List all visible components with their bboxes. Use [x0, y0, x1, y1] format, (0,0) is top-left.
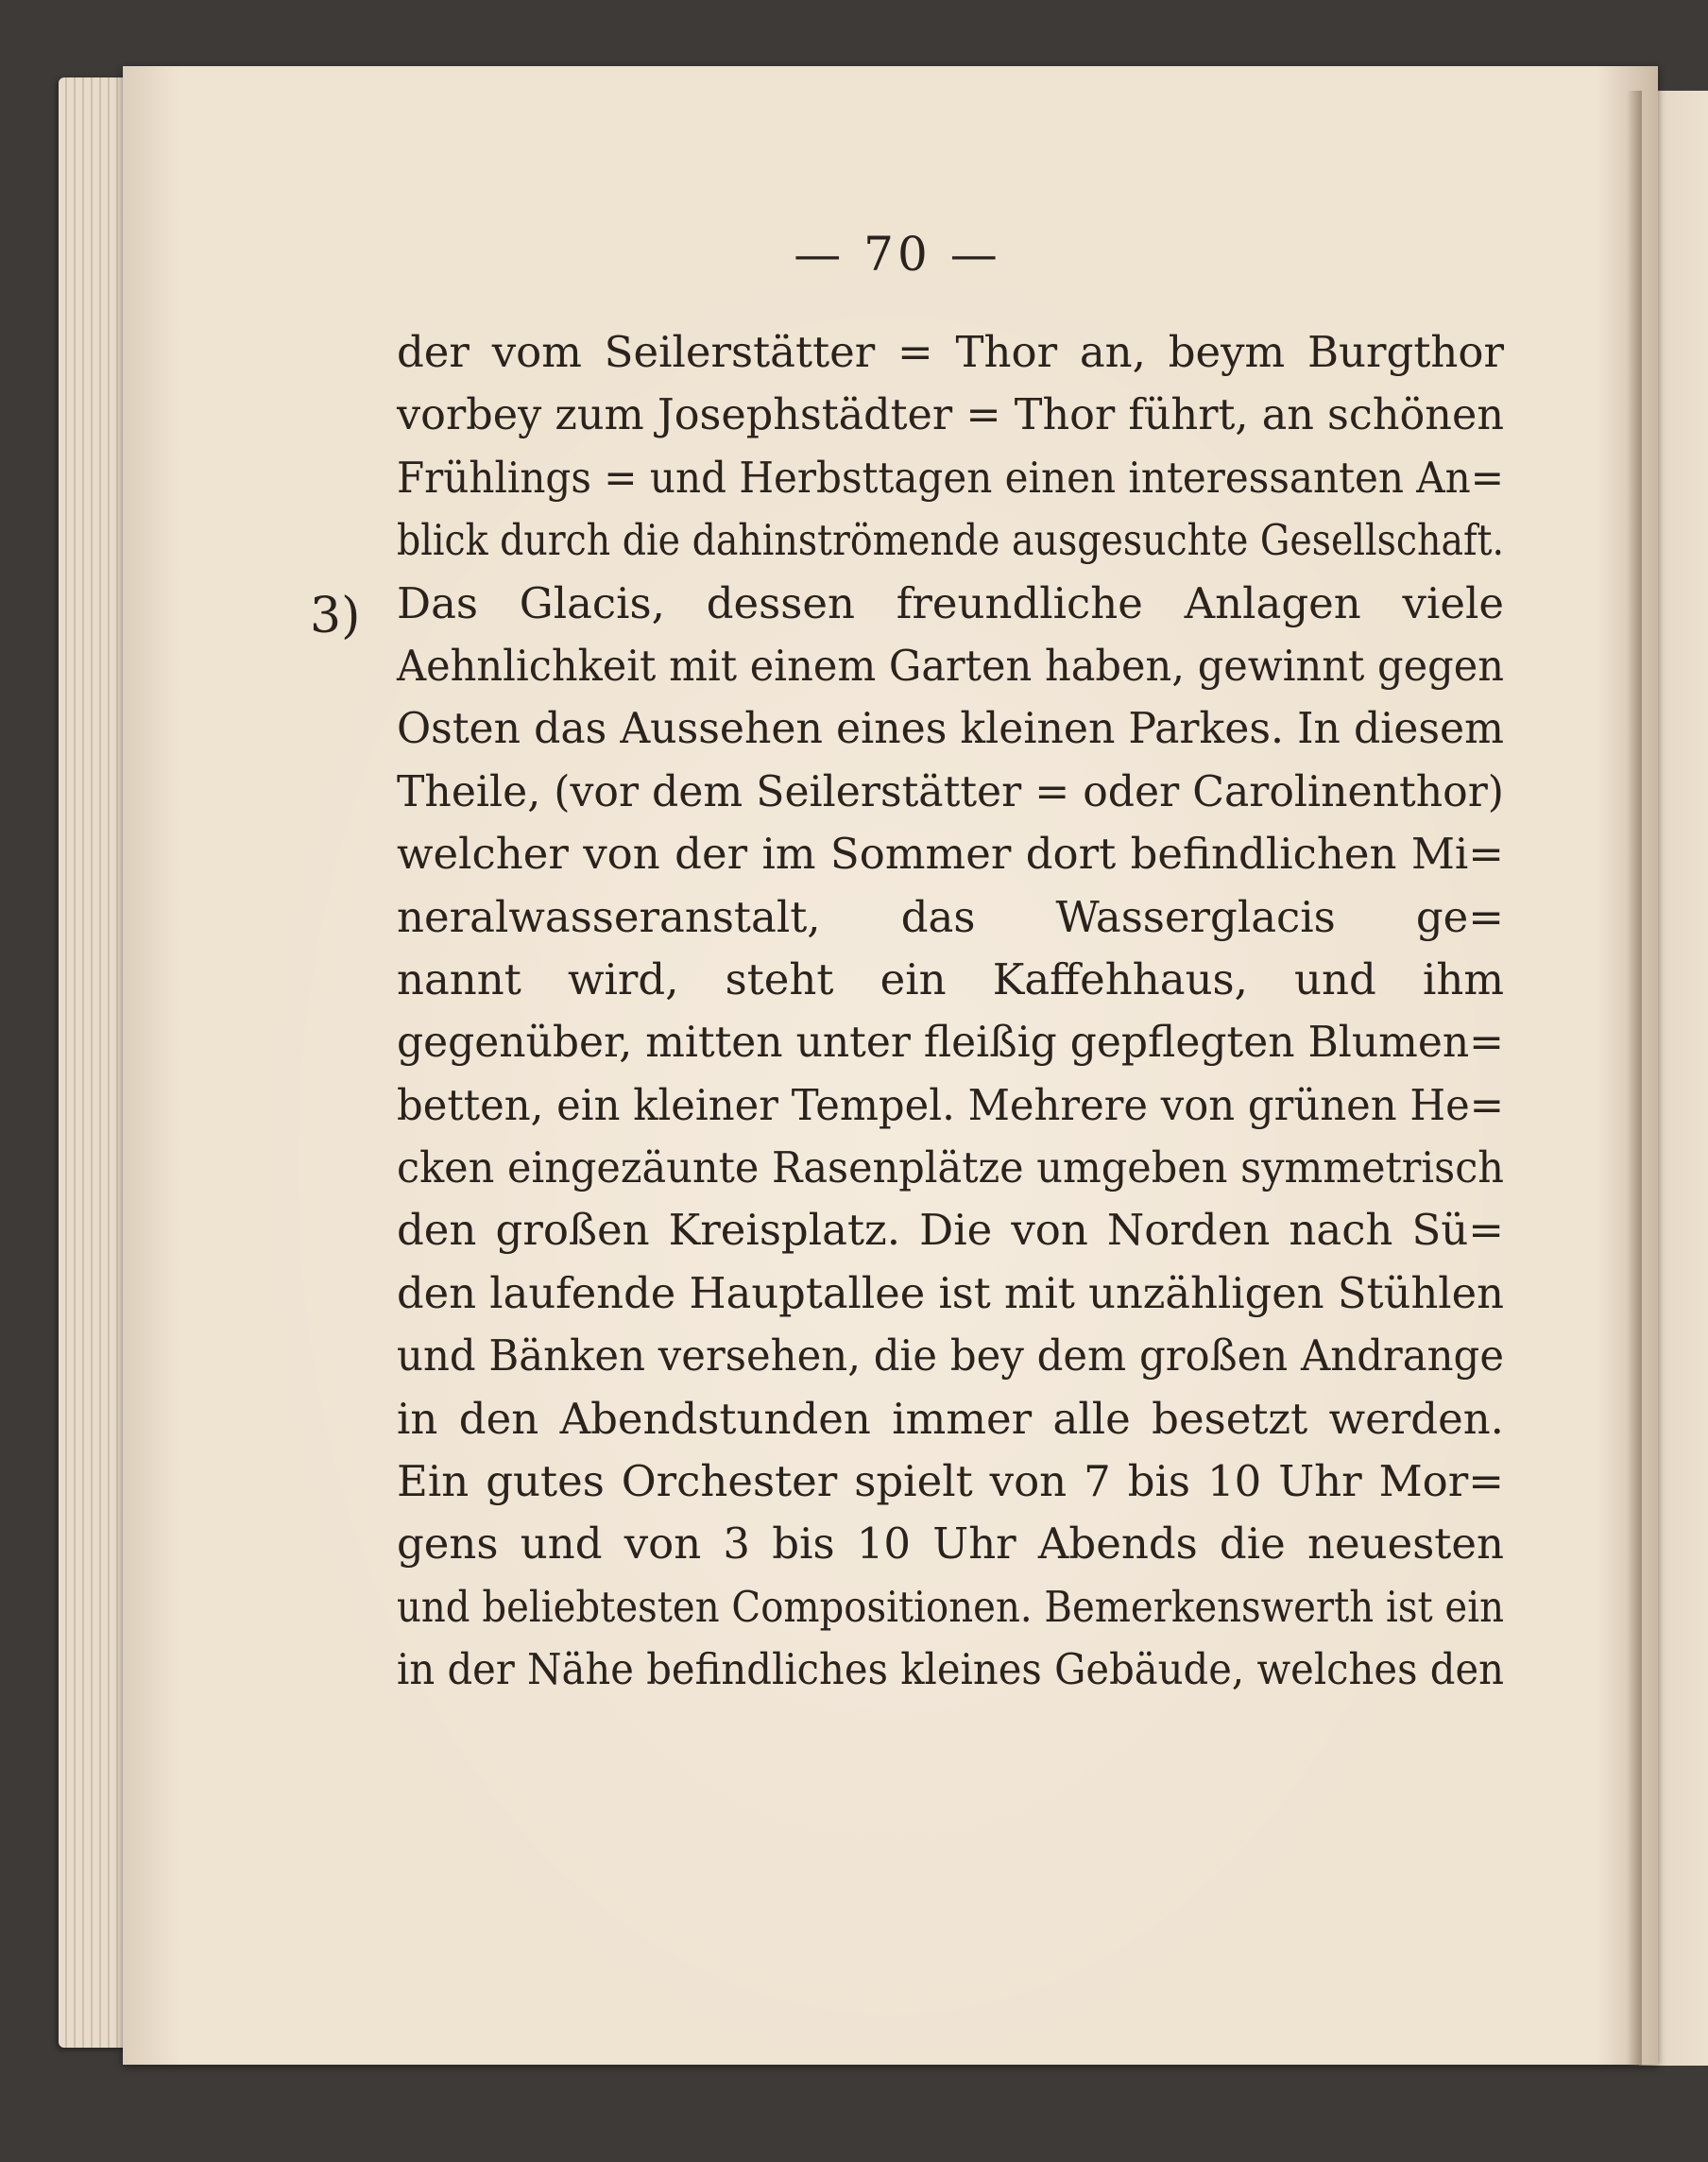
- text-line: cken eingezäunte Rasenplätze umgeben symmetrisch: [397, 1142, 1504, 1193]
- body-text: [397, 321, 1504, 1702]
- list-number: 3): [310, 588, 361, 644]
- text-line: Das Glacis, dessen freundliche Anlagen viele: [397, 577, 1504, 628]
- page-number: — 70 —: [794, 227, 1001, 282]
- text-line: und Bänken versehen, die bey dem großen Andrange: [397, 1330, 1504, 1381]
- text-line: gens und von 3 bis 10 Uhr Abends die neuesten: [397, 1519, 1504, 1570]
- text-line: Aehnlichkeit mit einem Garten haben, gewinnt gegen: [397, 640, 1504, 691]
- text-line: neralwasseranstalt, das Wasserglacis ge=: [397, 891, 1504, 942]
- text-line: blick durch die dahinströmende ausgesuchte Gesellschaft.: [397, 515, 1504, 566]
- text-line: in den Abendstunden immer alle besetzt werden.: [397, 1393, 1504, 1444]
- gutter-shadow: [1627, 91, 1642, 2066]
- text-line: vorbey zum Josephstädter = Thor führt, an schönen: [397, 389, 1504, 440]
- text-line: der vom Seilerstätter = Thor an, beym Burgthor: [397, 327, 1504, 377]
- text-line: den laufende Hauptallee ist mit unzähligen Stühlen: [397, 1267, 1504, 1318]
- text-line: welcher von der im Sommer dort befindlichen Mi=: [397, 829, 1504, 880]
- text-line: Ein gutes Orchester spielt von 7 bis 10 Uhr Mor=: [397, 1456, 1504, 1507]
- text-line: in der Nähe befindliches kleines Gebäude, welches den: [397, 1644, 1504, 1695]
- text-line: Osten das Aussehen eines kleinen Parkes. In diesem: [397, 703, 1504, 754]
- text-line: Frühlings = und Herbsttagen einen interessanten An=: [397, 452, 1504, 503]
- text-line: Theile, (vor dem Seilerstätter = oder Carolinenthor): [397, 765, 1504, 816]
- text-line: gegenüber, mitten unter fleißig gepflegten Blumen=: [397, 1017, 1504, 1068]
- text-line: nannt wird, steht ein Kaffehhaus, und ihm: [397, 953, 1504, 1004]
- text-line: und beliebtesten Compositionen. Bemerkenswerth ist ein: [397, 1581, 1504, 1632]
- text-line: betten, ein kleiner Tempel. Mehrere von grünen He=: [397, 1079, 1504, 1130]
- text-line: den großen Kreisplatz. Die von Norden nach Sü=: [397, 1205, 1504, 1256]
